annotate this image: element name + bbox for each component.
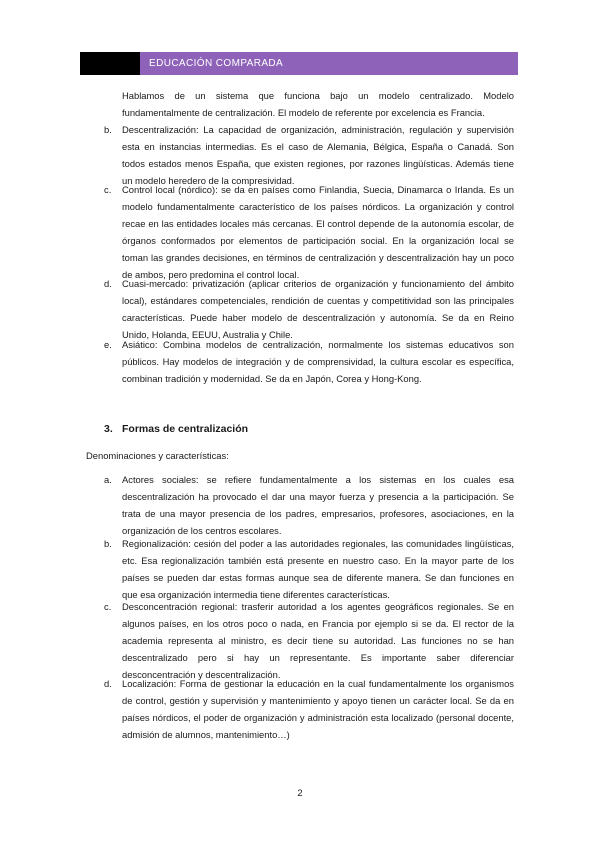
- list1-item-asiatico: Asiático: Combina modelos de centralización, normalmente los sistemas educativos son públicos. Hay modelos de integración y de comprensividad, la cultura escolar es específica, combinan tradición y modernidad. Se da en Japón, Corea y Hong-Kong.: [122, 339, 514, 385]
- list2-item-localizacion: Localización: Forma de gestionar la educación en la cual fundamentalmente los organismos de control, gestión y supervisión y mantenimiento y apoyo tienen un carácter local. Se da en países nórdicos, el poder de organización y administración esta localizado (personal docente, admisión de alumnos, mantenimiento…): [122, 678, 514, 741]
- page-number: 2: [297, 787, 303, 798]
- list1-item-descentralizacion: Descentralización: La capacidad de organización, administración, regulación y supervisión esta en instancias intermedias. Es el caso de Alemania, Bélgica, España o Canadá. Son todos estados menos España, que existen regiones, por razones lingüísticas. Además tiene un modelo heredero de la compresividad.: [122, 124, 514, 187]
- list2-item-regionalizacion: Regionalización: cesión del poder a las autoridades regionales, las comunidades lingüísticas, etc. Esa regionalización también está presente en nuestro caso. En la mayor parte de los países se pueden dar estas formas aunque sea de diferente manera. Se dan funciones en que esa organización intermedia tiene diferentes características.: [122, 538, 514, 601]
- list2-item-desconcentracion: Desconcentración regional: trasferir autoridad a los agentes geográficos regionales. Se en algunos países, en los otros poco o nada, en Francia por ejemplo si se da. El rector de la academia representa al ministro, es decir tiene su autoridad. Las funciones no se han descentralizado pero si hay un representante. Es importante saber diferenciar desconcentración y descentralización.: [122, 601, 514, 681]
- list1-label: e.: [104, 339, 112, 350]
- intro-paragraph: Hablamos de un sistema que funciona bajo un modelo centralizado. Modelo fundamentalmente de centralización. El modelo de referente por excelencia es Francia.: [122, 90, 514, 119]
- list2-label: d.: [104, 678, 112, 689]
- header-black-block: [80, 52, 140, 75]
- section-title: Formas de centralización: [122, 423, 249, 435]
- list1-item-cuasi-mercado: Cuasi-mercado: privatización (aplicar criterios de organización y funcionamiento del ámbito local), estándares competenciales, rendición de cuentas y competitividad son las principales características. Puede haber modelo de descentralización y autonomía. Se da en Reino Unido, Holanda, EEUU, Australia y Chile.: [122, 278, 514, 341]
- list1-label: d.: [104, 278, 112, 289]
- list2-label: c.: [104, 601, 112, 612]
- denominaciones-label: Denominaciones y características:: [86, 450, 229, 461]
- list2-label: b.: [104, 538, 112, 549]
- header-bar: [140, 52, 518, 75]
- header-title: EDUCACIÓN COMPARADA: [149, 58, 284, 69]
- list2-item-actores-sociales: Actores sociales: se refiere fundamentalmente a los sistemas en los cuales esa descentralización ha provocado el dar una mayor fuerza y presencia a la participación. Se trata de una mayor presencia de los padres, empresarios, profesores, asociaciones, en la organización de los centros escolares.: [122, 474, 514, 537]
- list1-label: c.: [104, 184, 112, 195]
- list2-label: a.: [104, 474, 112, 485]
- list1-label: b.: [104, 124, 112, 135]
- list1-item-control-local: Control local (nórdico): se da en países como Finlandia, Suecia, Dinamarca o Irlanda. Es un modelo fundamentalmente característico de los países nórdicos. La organización y control recae en las entidades locales más cercanas. El control depende de la autonomía escolar, de órganos conformados por elementos de participación social. En la organización local se toman las grandes decisiones, en términos de centralización y descentralización hay un poco de ambos, pero predomina el control local.: [122, 184, 514, 281]
- section-heading: [104, 421, 248, 438]
- section-number: 3.: [104, 423, 113, 435]
